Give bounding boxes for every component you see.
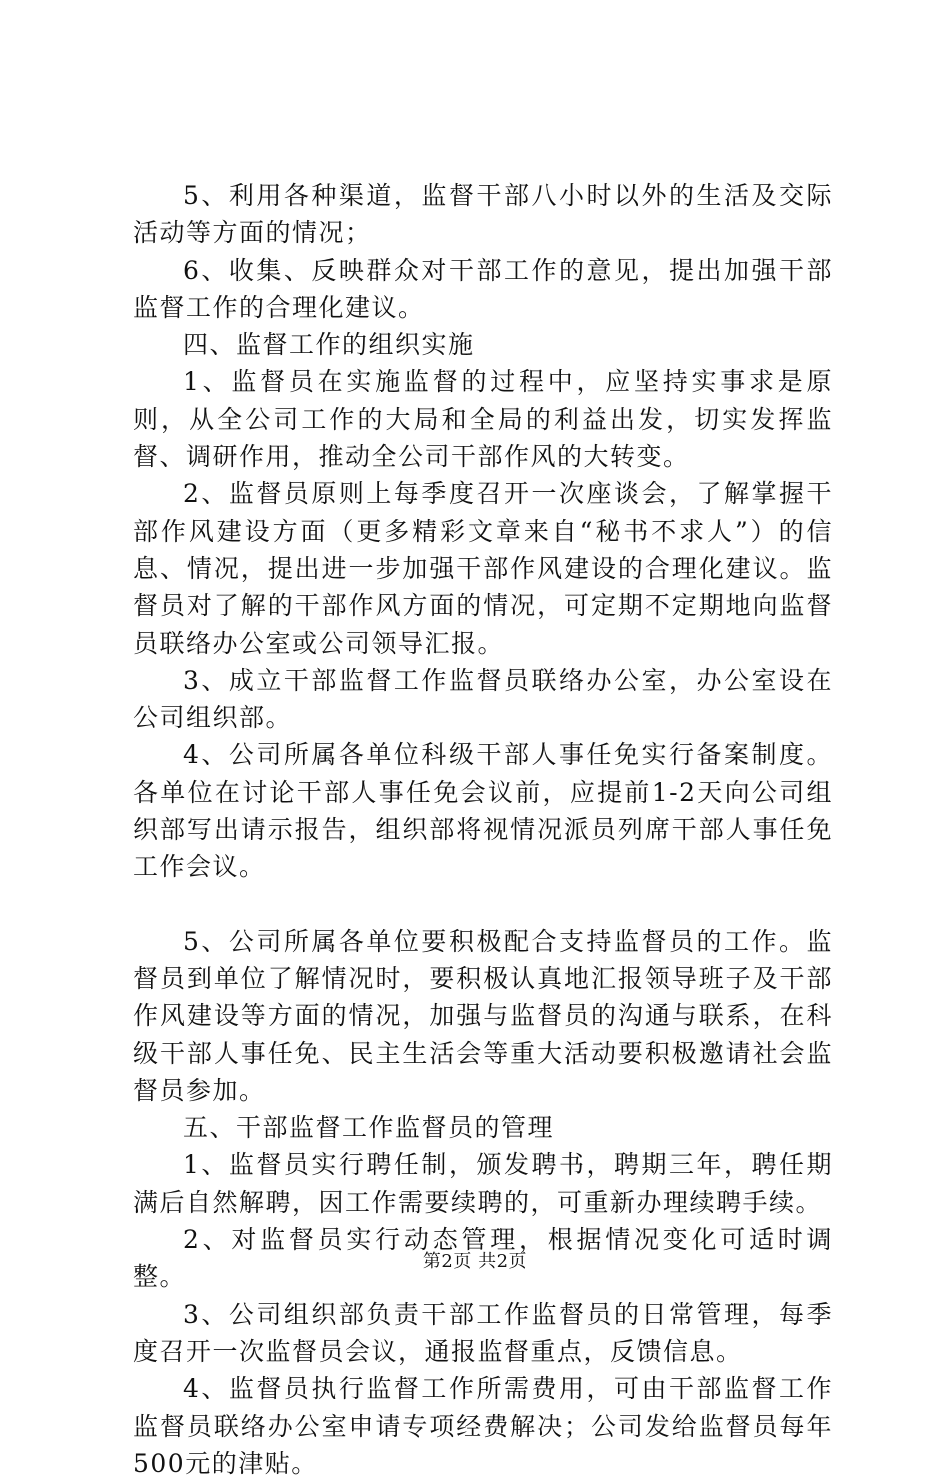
paragraph-item-4-filing: 4、公司所属各单位科级干部人事任免实行备案制度。各单位在讨论干部人事任免会议前，应提前1-2天向公司组织部写出请示报告，组织部将视情况派员列席干部人事任免工作会议。	[133, 740, 833, 882]
paragraph-item-2-meetings: 2、监督员原则上每季度召开一次座谈会，了解掌握干部作风建设方面（更多精彩文章来自“秘书不求人”）的信息、情况，提出进一步加强干部作风建设的合理化建议。监督员对了解的干部作风方面的情况，可定期不定期地向监督员联络办公室或公司领导汇报。	[133, 479, 833, 658]
section-heading-5: 五、干部监督工作监督员的管理	[183, 1113, 555, 1143]
document-body	[133, 177, 833, 1482]
paragraph-mgmt-3-daily: 3、公司组织部负责干部工作监督员的日常管理，每季度召开一次监督员会议，通报监督重点，反馈信息。	[133, 1299, 833, 1366]
page-number-footer: 第2页 共2页	[422, 1251, 528, 1272]
paragraph-item-5-cooperation: 5、公司所属各单位要积极配合支持监督员的工作。监督员到单位了解情况时，要积极认真地汇报领导班子及干部作风建设等方面的情况，加强与监督员的沟通与联系，在科级干部人事任免、民主生活会等重大活动要积极邀请社会监督员参加。	[133, 926, 833, 1105]
paragraph-mgmt-4-expenses: 4、监督员执行监督工作所需费用，可由干部监督工作监督员联络办公室申请专项经费解决；公司发给监督员每年500元的津贴。	[133, 1374, 833, 1478]
section-heading-4: 四、监督工作的组织实施	[183, 330, 475, 360]
paragraph-mgmt-2-dynamic: 2、对监督员实行动态管理，根据情况变化可适时调整。	[133, 1225, 833, 1292]
paragraph-item-6-opinions: 6、收集、反映群众对干部工作的意见，提出加强干部监督工作的合理化建议。	[133, 255, 833, 322]
paragraph-mgmt-1-appointment: 1、监督员实行聘任制，颁发聘书，聘期三年，聘任期满后自然解聘，因工作需要续聘的，可重新办理续聘手续。	[133, 1150, 833, 1217]
paragraph-item-3-office: 3、成立干部监督工作监督员联络办公室，办公室设在公司组织部。	[133, 665, 833, 733]
paragraph-item-5-channels: 5、利用各种渠道，监督干部八小时以外的生活及交际活动等方面的情况；	[133, 181, 833, 248]
paragraph-item-1-principle: 1、监督员在实施监督的过程中，应坚持实事求是原则，从全公司工作的大局和全局的利益出发，切实发挥监督、调研作用，推动全公司干部作风的大转变。	[133, 367, 833, 472]
